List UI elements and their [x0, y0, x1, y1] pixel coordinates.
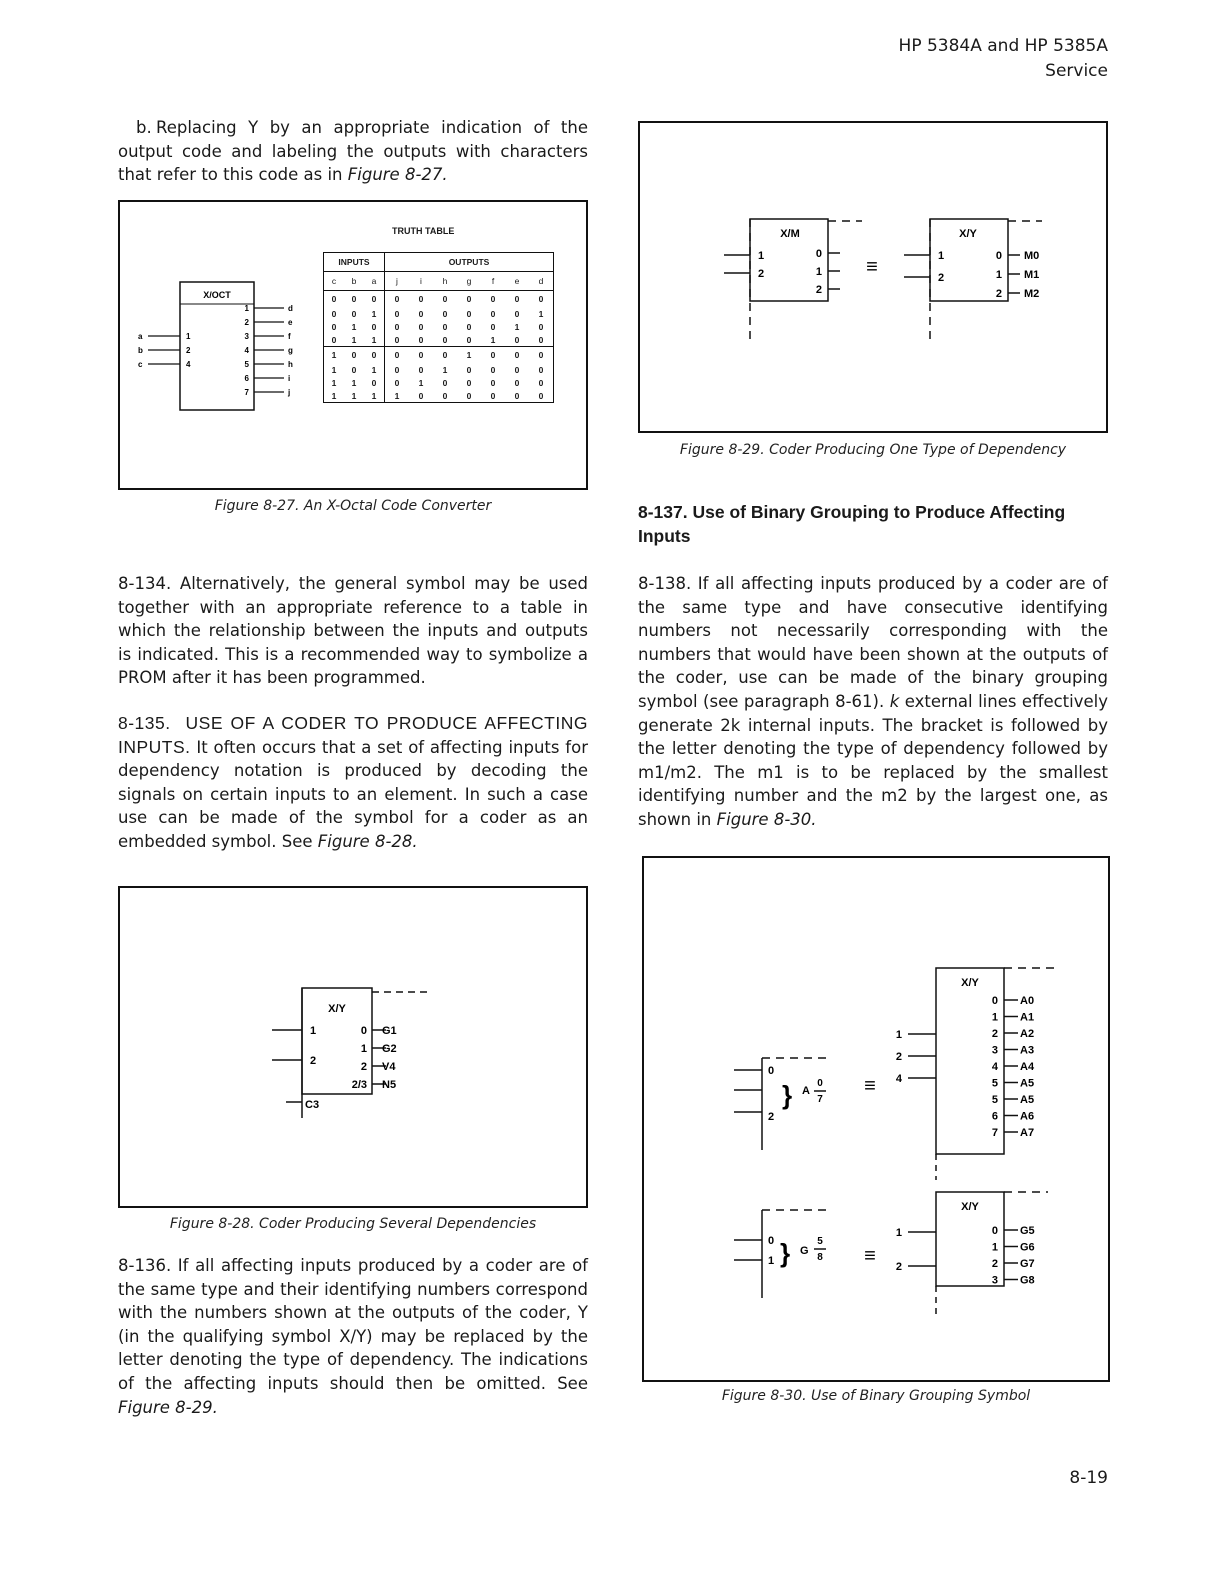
table-cell: 0	[514, 377, 520, 388]
top-output-number: 1	[991, 1011, 998, 1024]
table-cell: 0	[514, 390, 520, 401]
bottom-output-number: 3	[991, 1274, 998, 1287]
control-label: C3	[305, 1099, 320, 1111]
table-cell: 1	[331, 390, 337, 401]
table-cell: 1	[538, 308, 544, 319]
table-cell: 0	[442, 308, 448, 319]
top-output-signal: A1	[1020, 1011, 1035, 1024]
bottom-coder-qualifier: X/Y	[961, 1201, 979, 1213]
figure-ref: Figure 8-28.	[317, 831, 418, 851]
table-cell: 1	[364, 363, 385, 376]
top-group-bracket: }	[782, 1080, 793, 1110]
top-output-signal: A6	[1020, 1110, 1035, 1123]
table-cell: 1	[466, 350, 472, 360]
top-input-number: 4	[895, 1073, 902, 1085]
table-cell: 0	[364, 347, 385, 364]
table-cell: 0	[331, 308, 337, 319]
top-output-signal: A0	[1020, 995, 1035, 1007]
table-cell: 0	[538, 377, 544, 388]
table-cell: 0	[514, 364, 520, 375]
table-cell: 1	[351, 390, 357, 401]
column-header: g	[457, 272, 481, 291]
table-cell: 0	[394, 294, 400, 304]
table-cell: 1	[418, 377, 424, 388]
top-input-number: 1	[895, 1029, 902, 1041]
top-output-signal: A7	[1020, 1127, 1035, 1139]
table-cell: 0	[409, 333, 433, 347]
output-number: 1	[360, 1043, 367, 1055]
top-equivalence-sign: ≡	[864, 1075, 876, 1097]
top-coder-qualifier: X/Y	[961, 977, 979, 989]
outputs-header: OUTPUTS	[448, 257, 490, 267]
paragraph-b	[118, 116, 588, 187]
input-number: 1	[186, 332, 191, 341]
paragraph-title: USE OF A CODER TO PRODUCE AFFECTING INPUTS.	[118, 713, 588, 757]
output-lines	[245, 304, 293, 397]
table-cell: 0	[457, 333, 481, 347]
output-line-name: d	[288, 304, 293, 313]
output-line-name: j	[288, 388, 291, 397]
table-row	[324, 363, 553, 376]
table-cell: 1	[331, 364, 337, 375]
paragraph-8-138	[638, 572, 1108, 832]
table-cell: 1	[331, 377, 337, 388]
table-cell: 0	[351, 364, 357, 375]
page-header	[899, 34, 1108, 84]
item-letter: b.	[136, 118, 152, 137]
table-cell: 0	[538, 321, 544, 332]
bottom-output-number: 2	[991, 1258, 998, 1270]
right-output-number: 0	[995, 250, 1002, 262]
figure-8-30-caption: Figure 8-30. Use of Binary Grouping Symbol	[721, 1388, 1031, 1404]
output-lines	[352, 1025, 397, 1091]
top-output-signal: A5	[1020, 1094, 1035, 1106]
column-header: d	[529, 272, 553, 291]
bottom-output-signal: G8	[1020, 1274, 1035, 1287]
top-output-signal: A3	[1020, 1044, 1035, 1057]
top-output-signal: A5	[1020, 1077, 1035, 1090]
table-cell: 0	[529, 333, 553, 347]
bottom-output-number: 0	[991, 1225, 998, 1237]
input-number: 2	[186, 346, 191, 355]
output-line-name: f	[288, 332, 291, 341]
table-cell: 1	[394, 390, 400, 401]
column-header-row	[324, 272, 553, 291]
paragraph-8-136	[118, 1254, 588, 1419]
bottom-input-number: 1	[895, 1227, 902, 1239]
coder-one-dependency	[640, 123, 1106, 431]
table-cell: 0	[433, 333, 457, 347]
table-cell: 0	[394, 350, 400, 360]
top-output-number: 6	[991, 1110, 998, 1123]
figure-8-29-caption: Figure 8-29. Coder Producing One Type of Dependency	[679, 442, 1067, 458]
table-cell: 0	[466, 308, 472, 319]
truth-table-title: TRUTH TABLE	[392, 226, 455, 236]
table-row	[324, 347, 553, 364]
table-cell: 0	[466, 390, 472, 401]
table-cell: 0	[490, 350, 496, 360]
table-cell: 0	[505, 333, 529, 347]
table-row	[324, 389, 553, 402]
figure-ref: Figure 8-30.	[716, 809, 817, 829]
table-cell: 0	[418, 364, 424, 375]
input-line-name: a	[138, 332, 143, 341]
binary-grouping-symbol	[644, 858, 1108, 1380]
output-number: 7	[244, 388, 249, 397]
right-output-signal: M1	[1024, 269, 1040, 281]
input-line-name: c	[138, 360, 143, 369]
table-cell: 1	[364, 389, 385, 402]
output-line-name: h	[288, 360, 293, 369]
bottom-output-number: 1	[991, 1241, 998, 1254]
figure-8-28-caption: Figure 8-28. Coder Producing Several Dependencies	[169, 1216, 537, 1232]
figure-8-27	[118, 200, 588, 490]
table-cell: 0	[364, 376, 385, 389]
input-lines	[138, 332, 191, 369]
table-cell: 0	[514, 294, 520, 304]
output-number: 1	[244, 304, 249, 313]
input-line-name: b	[138, 346, 143, 355]
input-number: 4	[186, 360, 191, 369]
table-cell: 0	[466, 364, 472, 375]
table-cell: 0	[442, 321, 448, 332]
left-qualifier: X/M	[780, 228, 800, 240]
table-row	[324, 320, 553, 333]
table-cell: 0	[442, 377, 448, 388]
table-cell: 1	[351, 321, 357, 332]
left-input-number: 2	[758, 268, 765, 280]
output-signal: G2	[382, 1043, 397, 1055]
output-signal: G1	[382, 1025, 397, 1037]
output-signal: N5	[382, 1079, 397, 1091]
top-output-number: 2	[991, 1028, 998, 1040]
bottom-group-input-number: 1	[768, 1255, 775, 1267]
bottom-equivalence-sign: ≡	[864, 1245, 876, 1267]
top-output-number: 3	[991, 1044, 998, 1057]
table-cell: 1	[351, 377, 357, 388]
table-cell: 0	[418, 321, 424, 332]
top-group-m2: 7	[817, 1094, 823, 1105]
top-output-number: 0	[991, 995, 998, 1007]
input-1-label: 1	[310, 1025, 317, 1037]
output-signal: V4	[382, 1061, 396, 1073]
table-cell: 0	[490, 294, 496, 304]
top-output-number: 7	[991, 1127, 998, 1139]
column-header: c	[324, 272, 344, 291]
table-cell: 0	[490, 321, 496, 332]
bottom-output-signal: G7	[1020, 1258, 1035, 1270]
table-cell: 0	[364, 291, 385, 308]
right-input-number: 2	[938, 272, 945, 284]
table-cell: 0	[490, 364, 496, 375]
table-cell: 0	[324, 333, 344, 347]
coder-pair	[724, 219, 1042, 345]
table-cell: 0	[538, 390, 544, 401]
table-cell: 0	[418, 390, 424, 401]
table-cell: 0	[418, 294, 424, 304]
table-cell: 1	[331, 350, 337, 360]
truth-table-body	[324, 272, 553, 402]
column-header: i	[409, 272, 433, 291]
figure-8-27-caption: Figure 8-27. An X-Octal Code Converter	[214, 498, 492, 514]
output-number: 4	[244, 346, 249, 355]
column-header: f	[481, 272, 505, 291]
equivalence-sign: ≡	[866, 256, 878, 278]
table-cell: 0	[466, 377, 472, 388]
table-cell: 0	[331, 294, 337, 304]
table-cell: 1	[344, 333, 364, 347]
coder-block	[180, 282, 254, 410]
output-number: 2	[244, 318, 249, 327]
left-input-number: 1	[758, 250, 765, 262]
table-cell: 1	[442, 364, 448, 375]
table-cell: 0	[364, 320, 385, 333]
table-cell: 0	[394, 308, 400, 319]
table-cell: 0	[490, 390, 496, 401]
top-output-number: 5	[991, 1094, 998, 1106]
table-cell: 0	[514, 350, 520, 360]
table-cell: 0	[466, 321, 472, 332]
top-input-number: 2	[895, 1051, 902, 1063]
output-number: 5	[244, 360, 249, 369]
table-cell: 0	[538, 350, 544, 360]
output-line-name: g	[288, 346, 293, 355]
output-number: 6	[244, 374, 249, 383]
figure-ref: Figure 8-27.	[347, 165, 448, 185]
inputs-header: INPUTS	[324, 253, 385, 271]
output-number: 2/3	[351, 1079, 367, 1091]
paragraph-text: It often occurs that a set of affecting inputs for dependency notation is produced by decoding the signals on certain inputs to an element. In such a case use can be made of the symbol for a coder as an embedded symbol. See	[118, 737, 588, 851]
header-model: HP 5384A and HP 5385A	[898, 36, 1108, 56]
right-output-number: 1	[995, 269, 1002, 281]
table-cell: 0	[418, 308, 424, 319]
top-output-number: 5	[991, 1077, 998, 1090]
bottom-group-m1: 5	[817, 1236, 823, 1247]
left-output-number: 2	[815, 284, 822, 296]
table-cell: 1	[481, 333, 505, 347]
table-cell: 0	[490, 377, 496, 388]
variable-k: k	[889, 691, 900, 711]
table-cell: 0	[442, 350, 448, 360]
table-cell: 0	[331, 321, 337, 332]
table-cell: 0	[490, 308, 496, 319]
column-header: e	[505, 272, 529, 291]
top-group-m1: 0	[817, 1078, 823, 1089]
bottom-group-m2: 8	[817, 1252, 823, 1263]
table-cell: 0	[466, 294, 472, 304]
table-cell: 0	[538, 364, 544, 375]
top-output-number: 4	[991, 1061, 998, 1073]
column-header: h	[433, 272, 457, 291]
table-cell: 0	[442, 294, 448, 304]
right-qualifier: X/Y	[959, 228, 977, 240]
output-line-name: e	[288, 318, 293, 327]
table-cell: 0	[351, 350, 357, 360]
table-cell: 0	[351, 308, 357, 319]
output-number: 2	[360, 1061, 367, 1073]
coder-several-dependencies	[120, 888, 586, 1206]
output-number: 3	[244, 332, 249, 341]
figure-8-30	[642, 856, 1110, 1382]
section-heading-8-137: 8-137. Use of Binary Grouping to Produce Affecting Inputs	[638, 502, 1066, 546]
qualifier-label: X/Y	[328, 1003, 346, 1015]
right-input-number: 1	[938, 250, 945, 262]
paragraph-text-2: external lines effectively generate 2k internal inputs. The bracket is followed by the letter denoting the type of dependency followed by m1/m2. The m1 is to be replaced by the smallest identifying number and the m2 by the largest one, as shown in	[638, 691, 1108, 829]
right-output-number: 2	[995, 288, 1002, 300]
bottom-output-signal: G5	[1020, 1225, 1035, 1237]
table-row	[324, 333, 553, 347]
top-output-signal: A4	[1020, 1061, 1035, 1073]
table-row	[324, 376, 553, 389]
truth-table	[323, 252, 554, 403]
figure-ref: Figure 8-29.	[118, 1397, 218, 1417]
table-row	[324, 307, 553, 320]
page-number: 8-19	[1069, 1468, 1108, 1488]
bottom-group-bracket: }	[780, 1238, 791, 1268]
paragraph-8-134: 8-134. Alternatively, the general symbol may be used together with an appropriate reference to a table in which the relationship between the inputs and outputs is indicated. This is a recommended way to symbolize a PROM after it has been programmed.	[118, 574, 588, 688]
right-output-signal: M2	[1024, 288, 1040, 300]
bottom-output-signal: G6	[1020, 1241, 1035, 1254]
bottom-input-number: 2	[895, 1261, 902, 1273]
bottom-group-letter: G	[800, 1245, 809, 1257]
bottom-group-input-number: 0	[768, 1235, 775, 1247]
paragraph-b-text: Replacing Y by an appropriate indication of the output code and labeling the outputs with characters that refer to this code as in	[118, 118, 588, 185]
figure-8-28	[118, 886, 588, 1208]
right-output-signal: M0	[1024, 250, 1040, 262]
top-group-input-number: 2	[768, 1111, 775, 1123]
table-cell: 1	[364, 307, 385, 320]
left-output-number: 1	[815, 266, 822, 278]
output-line-name: i	[288, 374, 291, 383]
table-cell: 1	[364, 333, 385, 347]
table-row	[324, 291, 553, 308]
top-group-letter: A	[802, 1085, 810, 1097]
table-cell: 0	[514, 308, 520, 319]
table-cell: 0	[394, 364, 400, 375]
table-cell: 1	[514, 321, 520, 332]
header-section: Service	[1045, 61, 1108, 81]
paragraph-number: 8-135.	[118, 713, 171, 733]
table-cell: 0	[385, 333, 410, 347]
left-output-number: 0	[815, 248, 822, 260]
paragraph-8-135	[118, 712, 588, 854]
table-cell: 0	[418, 350, 424, 360]
column-header: j	[385, 272, 410, 291]
figure-8-29	[638, 121, 1108, 433]
table-cell: 0	[394, 377, 400, 388]
paragraph-text: 8-136. If all affecting inputs produced by a coder are of the same type and their identifying numbers correspond with the numbers shown at the outputs of the coder, Y (in the qualifying symbol X/Y) may be replaced by the letter denoting the type of dependency. The indications of the affecting inputs should then be omitted. See	[118, 1256, 588, 1393]
top-group-input-number: 0	[768, 1065, 775, 1077]
column-header: a	[364, 272, 385, 291]
column-header: b	[344, 272, 364, 291]
table-cell: 0	[351, 294, 357, 304]
output-number: 0	[360, 1025, 367, 1037]
table-cell: 0	[538, 294, 544, 304]
qualifier-label: X/OCT	[203, 290, 231, 300]
binary-grouping-diagram	[734, 968, 1060, 1318]
paragraph-text: 8-138. If all affecting inputs produced by a coder are of the same type and have consecutive identifying numbers not necessarily corresponding with the numbers that would have been shown at the outputs of the coder, use can be made of the binary grouping symbol (see paragraph 8-61).	[638, 574, 1108, 711]
input-2-label: 2	[310, 1055, 317, 1067]
table-cell: 0	[394, 321, 400, 332]
top-output-signal: A2	[1020, 1028, 1035, 1040]
table-cell: 0	[442, 390, 448, 401]
